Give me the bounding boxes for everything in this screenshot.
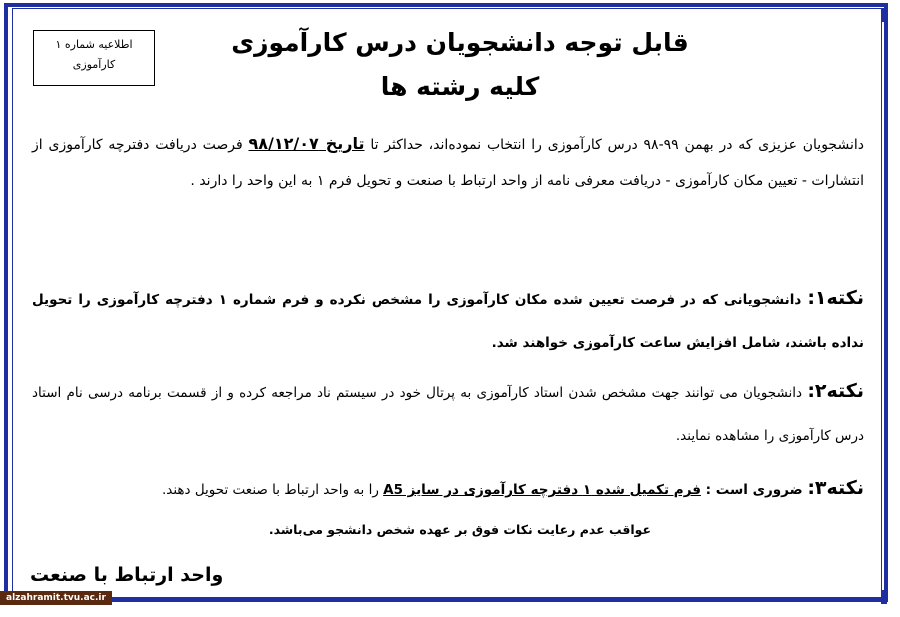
main-paragraph-end: فرصت دریافت دفترچه کارآموزی از انتشارات - تعیین مکان کارآموزی - دریافت معرفی نامه از واحد ارتباط با صنعت و تحویل فرم ۱ به این واحد را دارند . <box>32 137 864 189</box>
notice-category: کارآموزی <box>72 58 116 71</box>
note-3-prefix: ضروری است : <box>700 482 808 498</box>
note-3-suffix: را به واحد ارتباط با صنعت تحویل دهند. <box>161 482 384 498</box>
note-3 <box>32 470 864 508</box>
page-subtitle: کلیه رشته ها <box>380 72 540 101</box>
note-2-text: دانشجویان می توانند جهت مشخص شدن استاد کارآموزی به پرتال خود در سیستم ناد مراجعه کرده و از قسمت برنامه درسی نام استاد درس کارآموزی را مشاهده نمایند. <box>32 385 864 444</box>
note-2-label: نکته۲: <box>807 380 864 402</box>
deadline-date: تاریخ ۹۸/۱۲/۰۷ <box>248 134 365 153</box>
frame-corner-mark <box>881 590 887 604</box>
warning-text: عواقب عدم رعایت نکات فوق بر عهده شخص دانشجو می‌باشد. <box>268 522 652 537</box>
page-title: قابل توجه دانشجویان درس کارآموزی <box>231 28 689 57</box>
note-1-text: دانشجویانی که در فرصت تعیین شده مکان کارآموزی را مشخص نکرده و فرم شماره ۱ دفترچه کارآموزی را <box>72 292 808 308</box>
note-3-underlined-text: فرم تکمیل شده ۱ دفترچه کارآموزی در سایز A5 <box>383 482 701 498</box>
signature: واحد ارتباط با صنعت <box>30 564 224 586</box>
main-paragraph <box>32 126 864 199</box>
note-1-bold-text: تحویل نداده باشند، شامل افزایش ساعت کارآموزی خواهند شد. <box>32 292 864 351</box>
frame-corner-mark <box>881 8 887 22</box>
main-paragraph-start: دانشجویان عزیزی که در بهمن ۹۹-۹۸ درس کارآموزی را انتخاب نموده‌اند، حداکثر تا <box>364 137 864 153</box>
note-3-label: نکته۳: <box>807 477 864 499</box>
note-2 <box>32 370 864 458</box>
notice-number-box <box>33 30 155 86</box>
site-watermark: alzahramit.tvu.ac.ir <box>0 591 112 605</box>
note-1-label: نکته۱: <box>807 287 864 309</box>
note-1 <box>32 277 864 365</box>
notice-number: اطلاعیه شماره ۱ <box>55 38 133 51</box>
